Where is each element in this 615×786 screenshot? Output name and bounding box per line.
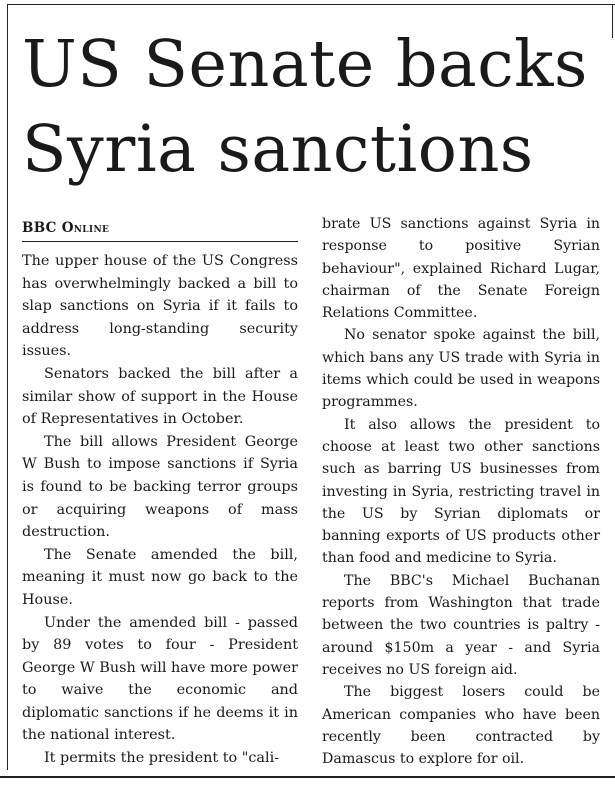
paragraph: The biggest losers could be American companies who have been recently been contracted by Damascus to explore for oil. — [322, 684, 600, 768]
paragraph: Under the amended bill - passed by 89 votes to four - President George W Bush will have more power to waive the economic and diplomatic sanctions if he deems it in the national interest. — [22, 614, 298, 744]
paragraph-continuation: brate US sanctions against Syria in response to positive Syrian behaviour", explained Richard Lugar, chairman of the Senate Foreign Relations Committee. — [322, 216, 600, 322]
paragraph: The bill allows President George W Bush to impose sanctions if Syria is found to be backing terror groups or acquiring weapons of mass destruction. — [22, 433, 298, 541]
article-column-left — [22, 218, 298, 770]
frame-top-rule — [7, 4, 615, 5]
frame-right-rule — [612, 4, 613, 38]
frame-bottom-rule — [0, 776, 615, 778]
article-headline: US Senate backs Syria sanctions — [22, 27, 588, 187]
paragraph: It also allows the president to choose at least two other sanctions such as barring US businesses from investing in Syria, restricting travel in the US by Syrian diplomats or banning exports of US products other than food and medicine to Syria. — [322, 416, 600, 567]
frame-left-rule — [7, 4, 8, 770]
paragraph: Senators backed the bill after a similar show of support in the House of Representatives in October. — [22, 365, 298, 428]
paragraph-continued: It permits the president to "cali- — [44, 750, 280, 767]
paragraph: The upper house of the US Congress has overwhelmingly backed a bill to slap sanctions on Syria if it fails to address long-standing security issues. — [22, 253, 298, 360]
paragraph: The Senate amended the bill, meaning it must now go back to the House. — [22, 546, 298, 608]
article-column-right — [322, 213, 600, 770]
paragraph: No senator spoke against the bill, which bans any US trade with Syria in items which could be used in weapons programmes. — [322, 327, 600, 411]
article-byline — [22, 218, 298, 242]
byline-text: BBC Online — [22, 220, 110, 236]
paragraph: The BBC's Michael Buchanan reports from Washington that trade between the two countries is paltry - around $150m a year - and Syria receives no US foreign aid. — [322, 572, 600, 678]
